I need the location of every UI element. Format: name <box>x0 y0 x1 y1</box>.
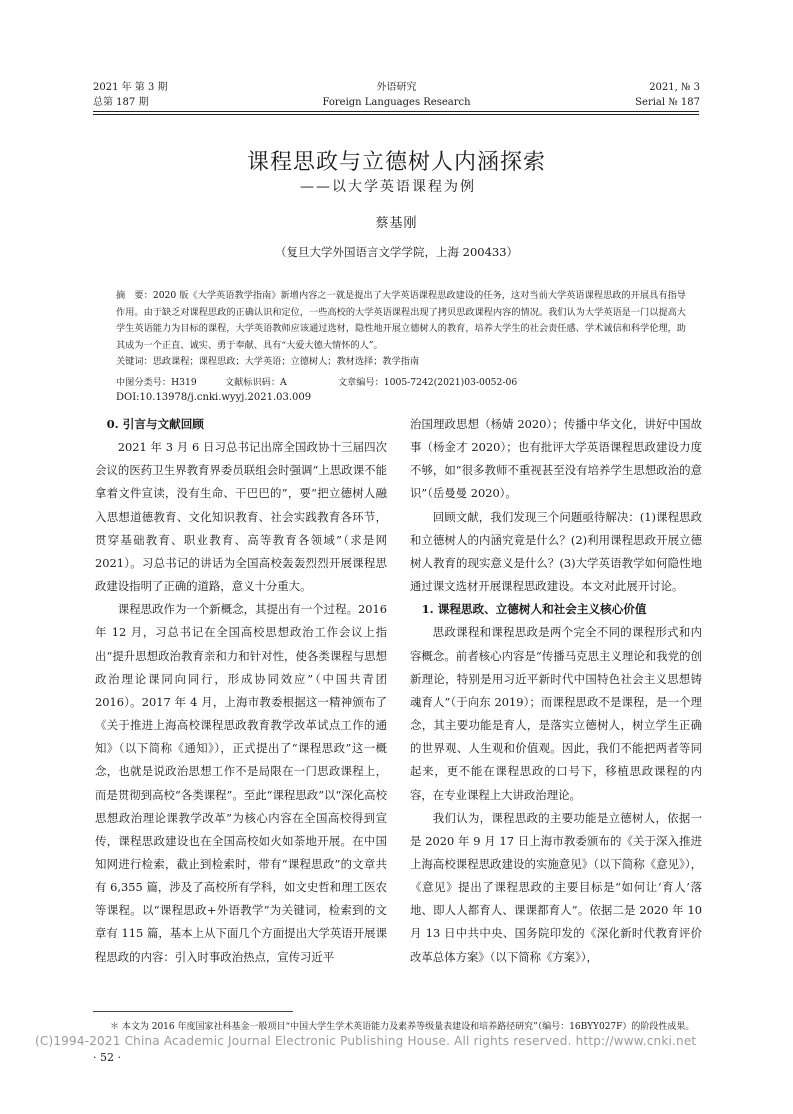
left-column <box>95 413 387 969</box>
issue-year: 2021 年 第 3 期 <box>93 82 168 93</box>
article-number: 文章编号：1005-7242(2021)03-0052-06 <box>337 377 518 388</box>
abstract-text: 摘 要：2020 版《大学英语教学指南》新增内容之一就是提出了大学英语课程思政建设的任务，这对当前大学英语课程思政的开展具有指导作用。由于缺乏对课程思政的正确认识和定位，一些高校的大学英语课程出现了拷贝思政课程内容的情况。我们认为大学英语是一门以提高大学生英语能力为目标的课程，大学英语教师应该通过选材，隐性地开展立德树人的教育，培养大学生的社会责任感、学术诚信和科学伦理，助其成为一个正直、诚实、勇于奉献、具有“大爱大德大情怀的人”。 <box>116 290 686 351</box>
journal-name-en: Foreign Languages Research <box>322 97 471 108</box>
author-name: 蔡基刚 <box>375 216 418 231</box>
serial-number: Serial № 187 <box>635 97 700 108</box>
doi: DOI:10.13978/j.cnki.wyyj.2021.03.009 <box>116 392 312 403</box>
footnote: ＊ 本文为 2016 年度国家社科基金一般项目“中国大学生学术英语能力及素养等级量表建设和培养路径研究”（编号：16BYY027F）的阶段性成果。 <box>110 1022 695 1032</box>
issue-number: 2021, № 3 <box>649 82 700 93</box>
section-heading: 1. 课程思政、立德树人和社会主义核心价值 <box>421 602 647 617</box>
article-title: 课程思政与立德树人内涵探索 <box>246 150 546 175</box>
classification-row <box>116 374 517 388</box>
author-affiliation: （复旦大学外国语言文学学院，上海 200433） <box>274 245 519 259</box>
footnote-rule <box>93 1011 293 1012</box>
issue-serial: 总第 187 期 <box>93 97 149 108</box>
keywords: 关键词：思政课程；课程思政；大学英语；立德树人；教材选择；教学指南 <box>116 356 420 367</box>
body-paragraph: 课程思政作为一个新概念，其提出有一个过程。2016 年 12 月，习总书记在全国高校思想政治工作会议上指出“提升思想政治教育亲和力和针对性，使各类课程与思想政治理论课同向同行，形成协同效应”（中国共青团 2016）。2017 年 4 月，上海市教委根据这一精神颁布了《关于推进上海高校课程思政教育教学改革试点工作的通知》（以下简称《通知》），正式提出了“课程思政”这一概念，也就是说政治思想工作不是局限在一门思政课程上，而是贯彻到高校“各类课程”。至此“课程思政”以“深化高校思想政治理论课教学改革”为核心内容在全国高校得到宣传，课程思政建设也在全国高校如火如荼地开展。在中国知网进行检索，截止到检索时，带有“课程思政”的文章共有 6,355 篇，涉及了高校所有学科，如文史哲和理工医农等课程。以“课程思政+外语教学”为关键词，检索到的文章有 115 篇，基本上从下面几个方面提出大学英语开展课程思政的内容：引入时事政治热点，宣传习近平 <box>95 602 387 964</box>
body-paragraph: 治国理政思想（杨婧 2020）；传播中华文化，讲好中国故事（杨金才 2020）；也有批评大学英语课程思政建设力度不够，如“很多教师不重视甚至没有培养学生思想政治的意识”（岳曼曼 2020）。 <box>410 417 702 501</box>
body-paragraph: 回顾文献，我们发现三个问题亟待解决：(1)课程思政和立德树人的内涵究竟是什么？(2)利用课程思政开展立德树人教育的现实意义是什么？(3)大学英语教学如何隐性地通过课文选材开展课程思政建设。本文对此展开讨论。 <box>410 509 702 594</box>
document-code: 文献标识码：A <box>224 377 287 388</box>
page-number: · 52 · <box>93 1051 121 1064</box>
body-paragraph: 2021 年 3 月 6 日习总书记出席全国政协十三届四次会议的医药卫生界教育界委员联组会时强调“上思政课不能拿着文件宣读，没有生命、干巴巴的”，要“把立德树人融入思想道德教育、文化知识教育、社会实践教育各环节，贯穿基础教育、职业教育、高等教育各领域”（求是网 2021）。习总书记的讲话为全国高校轰轰烈烈开展课程思政建设指明了正确的道路，意义十分重大。 <box>95 440 387 594</box>
body-paragraph: 思政课程和课程思政是两个完全不同的课程形式和内容概念。前者核心内容是“传播马克思主义理论和我党的创新理论，特别是用习近平新时代中国特色社会主义思想铸魂育人”（于向东 2019）；而课程思政不是课程，是一个理念，其主要功能是育人，是落实立德树人，树立学生正确的世界观、人生观和价值观。因此，我们不能把两者等同起来，更不能在课程思政的口号下，移植思政课程的内容，在专业课程上大讲政治理论。 <box>410 625 702 802</box>
header-right <box>635 80 700 110</box>
section-heading: 0. 引言与文献回顾 <box>106 417 204 431</box>
header-rule-bottom <box>93 114 699 115</box>
clc-number: 中图分类号：H319 <box>116 377 197 388</box>
abstract-block <box>116 288 686 371</box>
copyright-watermark: (C)1994-2021 China Academic Journal Electronic Publishing House. All rights reserved. http://www.cnki.net <box>35 1034 697 1048</box>
body-paragraph: 我们认为，课程思政的主要功能是立德树人，依据一是 2020 年 9 月 17 日上海市教委颁布的《关于深入推进上海高校课程思政建设的实施意见》（以下简称《意见》），《意见》提出了课程思政的主要目标是“如何让‘育人’落地、即人人都育人、课课都育人”。依据二是 2020 年 10 月 13 日中共中央、国务院印发的《深化新时代教育评价改革总体方案》（以下简称《方案》）， <box>410 810 702 964</box>
header-rule-top <box>93 111 699 112</box>
journal-name-cn: 外语研究 <box>376 82 417 93</box>
article-subtitle: ——以大学英语课程为例 <box>300 179 476 195</box>
right-column <box>410 413 702 969</box>
